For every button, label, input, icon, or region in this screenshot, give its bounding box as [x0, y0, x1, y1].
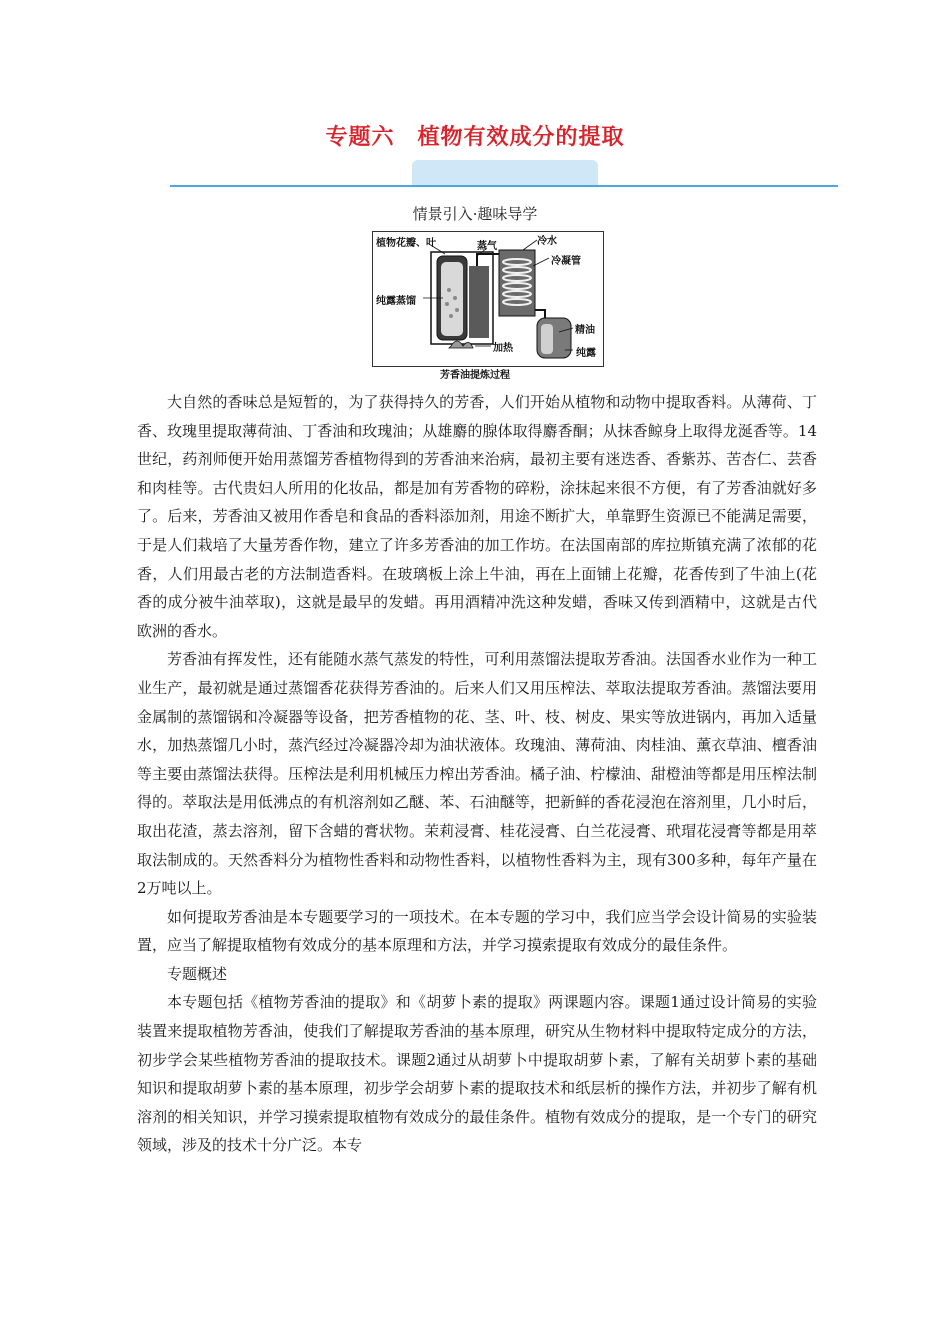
article-body — [137, 388, 817, 1160]
label-pure-dew: 纯露 — [576, 348, 596, 359]
paragraph: 芳香油有挥发性，还有能随水蒸气蒸发的特性，可利用蒸馏法提取芳香油。法国香水业作为一种工业生产，最初就是通过蒸馏香花获得芳香油的。后来人们又用压榨法、萃取法提取芳香油。蒸馏法要用金属制的蒸馏锅和冷凝器等设备，把芳香植物的花、茎、叶、枝、树皮、果实等放进锅内，再加入适量水，加热蒸馏几小时，蒸汽经过冷凝器冷却为油状液体。玫瑰油、薄荷油、肉桂油、薰衣草油、檀香油等主要由蒸馏法获得。压榨法是利用机械压力榨出芳香油。橘子油、柠檬油、甜橙油等都是用压榨法制得的。萃取法是用低沸点的有机溶剂如乙醚、苯、石油醚等，把新鲜的香花浸泡在溶剂里，几小时后，取出花渣，蒸去溶剂，留下含蜡的膏状物。茉莉浸膏、桂花浸膏、白兰花浸膏、玳瑁花浸膏等都是用萃取法制成的。天然香料分为植物性香料和动物性香料，以植物性香料为主，现有300多种，每年产量在2万吨以上。 — [137, 650, 817, 898]
still-side — [469, 266, 489, 338]
section-heading: 情景引入·趣味导学 — [412, 205, 538, 223]
label-heating: 加热 — [493, 343, 513, 354]
label-petals: 植物花瓣、叶 — [376, 238, 436, 249]
label-condenser: 冷凝管 — [551, 256, 581, 267]
banner-tab — [412, 160, 598, 186]
page-title: 专题六 植物有效成分的提取 — [325, 125, 625, 150]
paragraph: 本专题包括《植物芳香油的提取》和《胡萝卜素的提取》两课题内容。课题1通过设计简易的实验装置来提取植物芳香油，使我们了解提取芳香油的基本原理，研究从生物材料中提取特定成分的方法，初步学会某些植物芳香油的提取技术。课题2通过从胡萝卜中提取胡萝卜素，了解有关胡萝卜素的基础知识和提取胡萝卜素的基本原理，初步学会胡萝卜素的提取技术和纸层析的操作方法，并初步了解有机溶剂的相关知识，并学习摸索提取植物有效成分的最佳条件。植物有效成分的提取，是一个专门的研究领域，涉及的技术十分广泛。本专 — [137, 993, 817, 1155]
label-steam: 蒸气 — [477, 241, 497, 252]
distillation-figure — [372, 231, 604, 367]
label-essential-oil: 精油 — [575, 325, 595, 336]
figure-caption: 芳香油提炼过程 — [440, 370, 510, 381]
paragraph: 如何提取芳香油是本专题要学习的一项技术。在本专题的学习中，我们应当学会设计简易的实验装置，应当了解提取植物有效成分的基本原理和方法，并学习摸索提取有效成分的最佳条件。 — [137, 907, 817, 955]
banner-divider — [170, 185, 838, 187]
section-label-overview: 专题概述 — [167, 964, 228, 983]
still-tank-highlight — [441, 262, 463, 336]
label-cold-water: 冷水 — [537, 236, 557, 247]
paragraph: 大自然的香味总是短暂的，为了获得持久的芳香，人们开始从植物和动物中提取香料。从薄荷、丁香、玫瑰里提取薄荷油、丁香油和玫瑰油；从雄麝的腺体取得麝香酮；从抹香鲸身上取得龙涎香等。14世纪，药剂师便开始用蒸馏芳香植物得到的芳香油来治病，最初主要有迷迭香、香紫苏、苦杏仁、芸香和肉桂等。古代贵妇人所用的化妆品，都是加有芳香物的碎粉，涂抹起来很不方便，有了芳香油就好多了。后来，芳香油又被用作香皂和食品的香料添加剂，用途不断扩大，单靠野生资源已不能满足需要，于是人们栽培了大量芳香作物，建立了许多芳香油的加工作坊。在法国南部的库拉斯镇充满了浓郁的花香，人们用最古老的方法制造香料。在玻璃板上涂上牛油，再在上面铺上花瓣，花香传到了牛油上(花香的成分被牛油萃取)，这就是最早的发蜡。再用酒精冲洗这种发蜡，香味又传到酒精中，这就是古代欧洲的香水。 — [137, 393, 817, 640]
label-pure-dew-still: 纯露蒸馏 — [376, 296, 416, 307]
